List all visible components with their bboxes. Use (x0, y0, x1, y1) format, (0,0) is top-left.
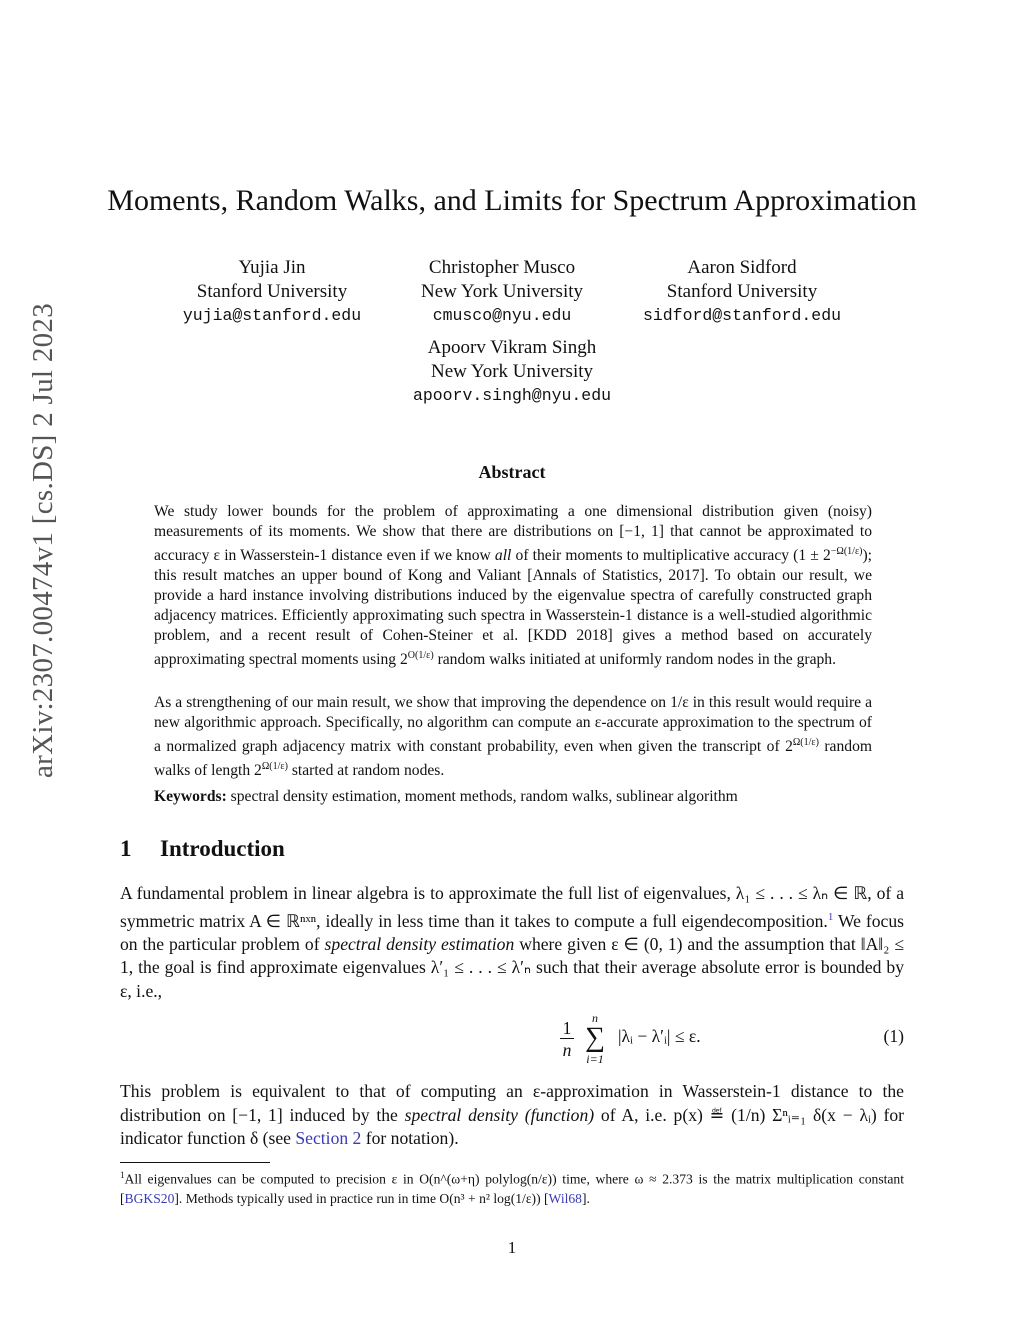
page-number: 1 (507, 1238, 517, 1257)
citation-link[interactable]: Wil68 (548, 1190, 582, 1206)
author-name: Aaron Sidford (687, 257, 797, 278)
footnote-rule (120, 1162, 270, 1163)
paper-title: Moments, Random Walks, and Limits for Spectrum Approximation (107, 184, 917, 217)
author-block (402, 256, 602, 328)
author-block (392, 336, 632, 408)
author-affiliation: Stanford University (196, 281, 348, 302)
author-block (632, 256, 852, 328)
section-title: Introduction (160, 836, 285, 861)
footnote-marker[interactable]: 1 (827, 910, 834, 923)
arxiv-sidebar (22, 140, 66, 940)
summation: n ∑ i=1 (585, 1011, 605, 1066)
abstract-paragraph: As a strengthening of our main result, we show that improving the dependence on 1/ε in this result would require a new algorithmic approach. Specifically, no algorithm can compute an ε-accurate approximation to the spectrum of a normalized graph adjacency matrix with constant probability, even when given the transcript of $2^{\Omega(1/\varepsilon)}$ random walks of length $2^{\Omega(1/\varepsilon)}$ started at random nodes. (154, 694, 872, 780)
section-number: 1 (120, 836, 132, 861)
section-link[interactable]: Section 2 (295, 1128, 362, 1148)
author-email: yujia@stanford.edu (182, 306, 362, 325)
author-email: sidford@stanford.edu (642, 306, 842, 325)
abstract-paragraph: We study lower bounds for the problem of approximating a one dimensional distribution given (noisy) measurements of its moments. We show that there are distributions on [−1, 1] that cannot be approximated to accuracy ε in Wasserstein-1 distance even if we know all of their moments to multiplicative accuracy $(1 \pm 2^{-\Omega(1/\varepsilon)})$; this result matches an upper bound of Kong and Valiant [Annals of Statistics, 2017]. To obtain our result, we provide a hard instance involving distributions induced by the eigenvalue spectra of carefully constructed graph adjacency matrices. Efficiently approximating such spectra in Wasserstein-1 distance is a well-studied algorithmic problem, and a recent result of Cohen-Steiner et al. [KDD 2018] gives a method based on accurately approximating spectral moments using $2^{O(1/\varepsilon)}$ random walks initiated at uniformly random nodes in the graph. (154, 503, 873, 669)
equation-number: (1) (883, 1026, 904, 1046)
intro-paragraph: A fundamental problem in linear algebra is to approximate the full list of eigenvalues, λ₁ ≤ . . . ≤ λₙ ∈ ℝ, of a symmetric matrix A ∈ ℝⁿˣⁿ, ideally in less time than it takes to compute a full eigendecomposition.$^1$ We focus on the particular problem of spectral density estimation where given ε ∈ (0, 1) and the assumption that ‖A‖₂ ≤ 1, the goal is find approximate eigenvalues λ′₁ ≤ . . . ≤ λ′ₙ such that their average absolute error is bounded by ε, i.e., (120, 883, 904, 1001)
author-affiliation: New York University (430, 361, 594, 382)
equation-1 (120, 1012, 904, 1072)
keywords-label: Keywords: (154, 788, 227, 805)
author-block (172, 256, 372, 328)
keywords-text: spectral density estimation, moment methods, random walks, sublinear algorithm (230, 788, 738, 805)
citation-link[interactable]: BGKS20 (124, 1190, 175, 1206)
author-name: Apoorv Vikram Singh (427, 337, 597, 358)
author-email: apoorv.singh@nyu.edu (412, 386, 612, 405)
author-name: Christopher Musco (428, 257, 576, 278)
equation-expression: |λᵢ − λ′ᵢ| ≤ ε. (618, 1026, 701, 1046)
author-name: Yujia Jin (238, 257, 306, 278)
author-affiliation: New York University (420, 281, 584, 302)
abstract-heading: Abstract (478, 462, 546, 482)
section-heading (120, 836, 285, 862)
intro-paragraph: This problem is equivalent to that of computing an ε-approximation in Wasserstein-1 distance to the distribution on [−1, 1] induced by the spectral density (function) of A, i.e. p(x) ≝ (1/n) Σⁿᵢ₌₁ δ(x − λᵢ) for indicator function δ (see Section 2 for notation). (120, 1081, 905, 1148)
footnote: $^1$All eigenvalues can be computed to precision ε in O(n^(ω+η) polylog(n/ε)) time, where ω ≈ 2.373 is the matrix multiplication constant [BGKS20]. Methods typically used in practice run in time O(n³ + n² log(1/ε)) [Wil68]. (120, 1170, 904, 1206)
keywords-line (154, 787, 872, 807)
author-email: cmusco@nyu.edu (432, 306, 572, 325)
fraction: $\frac{1}{n}$ (560, 1018, 574, 1061)
author-affiliation: Stanford University (666, 281, 818, 302)
arxiv-id: arXiv:2307.00474v1 [cs.DS] 2 Jul 2023 (27, 302, 60, 778)
